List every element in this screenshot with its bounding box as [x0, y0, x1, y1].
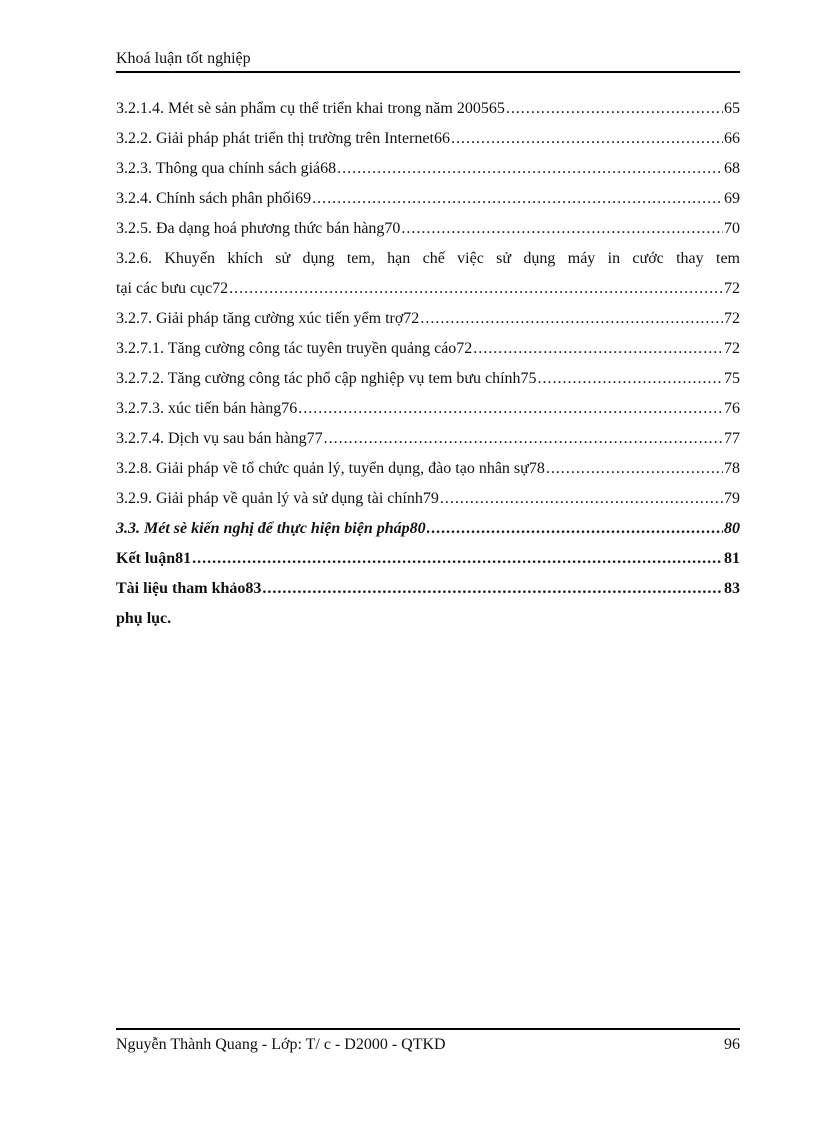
toc-entry-page: 72 — [724, 340, 740, 357]
toc-entry-page: 79 — [724, 490, 740, 507]
dot-leader — [401, 214, 723, 244]
dot-leader — [337, 154, 723, 184]
toc-entry — [116, 484, 740, 514]
toc-entry — [116, 454, 740, 484]
toc-chapter-entry — [116, 544, 740, 574]
dot-leader — [192, 544, 723, 574]
page-footer — [116, 1028, 740, 1057]
toc-entry-page: 81 — [724, 550, 740, 567]
header-title: Khoá luận tốt nghiệp — [116, 50, 251, 67]
toc-entry-label: 3.2.7.3. xúc tiến bán hàng76 — [116, 400, 298, 417]
toc-entry-wrapped — [116, 244, 740, 304]
toc-entry-continuation — [116, 274, 740, 304]
page-header — [116, 48, 740, 73]
dot-leader — [229, 274, 723, 304]
dot-leader — [427, 514, 723, 544]
toc-entry-label: tại các bưu cục72 — [116, 280, 229, 297]
toc-entry-page: 66 — [724, 130, 740, 147]
dot-leader — [262, 574, 723, 604]
toc-entry — [116, 424, 740, 454]
footer-page-number: 96 — [724, 1036, 740, 1053]
toc-entry-label: 3.2.3. Thông qua chính sách giá68 — [116, 160, 337, 177]
toc-entry-label: 3.2.7. Giải pháp tăng cường xúc tiến yểm trợ72 — [116, 310, 420, 327]
toc-entry-label: Tài liệu tham khảo83 — [116, 580, 262, 597]
dot-leader — [312, 184, 723, 214]
toc-chapter-entry — [116, 574, 740, 604]
toc-entry-page: 72 — [724, 310, 740, 327]
toc-entry — [116, 364, 740, 394]
table-of-contents — [116, 94, 740, 634]
dot-leader — [473, 334, 723, 364]
toc-entry-label: 3.2.5. Đa dạng hoá phương thức bán hàng70 — [116, 220, 401, 237]
footer-author: Nguyễn Thành Quang - Lớp: T/ c - D2000 - QTKD — [116, 1036, 446, 1053]
toc-entry-page: 83 — [724, 580, 740, 597]
toc-entry-page: 70 — [724, 220, 740, 237]
dot-leader — [298, 394, 723, 424]
toc-entry-page: 78 — [724, 460, 740, 477]
toc-entry-line1: 3.2.6. Khuyến khích sử dụng tem, hạn chế việc sử dụng máy in cước thay tem — [116, 250, 740, 267]
toc-entry-page: 68 — [724, 160, 740, 177]
toc-entry-page: 76 — [724, 400, 740, 417]
toc-section-entry — [116, 514, 740, 544]
toc-entry-label: 3.2.8. Giải pháp về tổ chức quản lý, tuyển dụng, đào tạo nhân sự78 — [116, 460, 545, 477]
toc-entry — [116, 154, 740, 184]
toc-entry — [116, 214, 740, 244]
dot-leader — [546, 454, 723, 484]
toc-entry-page: 72 — [724, 280, 740, 297]
dot-leader — [420, 304, 723, 334]
dot-leader — [324, 424, 723, 454]
toc-entry — [116, 394, 740, 424]
toc-entry — [116, 184, 740, 214]
dot-leader — [538, 364, 723, 394]
toc-entry-page: 65 — [724, 100, 740, 117]
toc-entry-page: 80 — [724, 520, 740, 537]
dot-leader — [506, 94, 723, 124]
toc-entry-label: 3.3. Mét sè kiến nghị để thực hiện biện pháp80 — [116, 520, 426, 537]
toc-entry-label: 3.2.7.2. Tăng cường công tác phổ cập nghiệp vụ tem bưu chính75 — [116, 370, 537, 387]
toc-entry — [116, 334, 740, 364]
toc-entry-page: 69 — [724, 190, 740, 207]
dot-leader — [451, 124, 723, 154]
toc-entry-label: 3.2.7.1. Tăng cường công tác tuyên truyền quảng cáo72 — [116, 340, 473, 357]
dot-leader — [440, 484, 723, 514]
toc-entry — [116, 94, 740, 124]
toc-entry-label: 3.2.9. Giải pháp về quản lý và sử dụng tài chính79 — [116, 490, 439, 507]
toc-entry-label: 3.2.1.4. Mét sè sản phẩm cụ thể triển khai trong năm 200565 — [116, 100, 505, 117]
toc-entry-label: phụ lục. — [116, 610, 172, 627]
toc-entry — [116, 124, 740, 154]
toc-appendix-entry — [116, 604, 740, 634]
toc-entry-label: 3.2.2. Giải pháp phát triển thị trường trên Internet66 — [116, 130, 450, 147]
toc-entry-label: Kết luận81 — [116, 550, 192, 567]
toc-entry-label: 3.2.4. Chính sách phân phối69 — [116, 190, 312, 207]
toc-entry — [116, 304, 740, 334]
toc-entry-page: 77 — [724, 430, 740, 447]
toc-entry-label: 3.2.7.4. Dịch vụ sau bán hàng77 — [116, 430, 323, 447]
toc-entry-page: 75 — [724, 370, 740, 387]
